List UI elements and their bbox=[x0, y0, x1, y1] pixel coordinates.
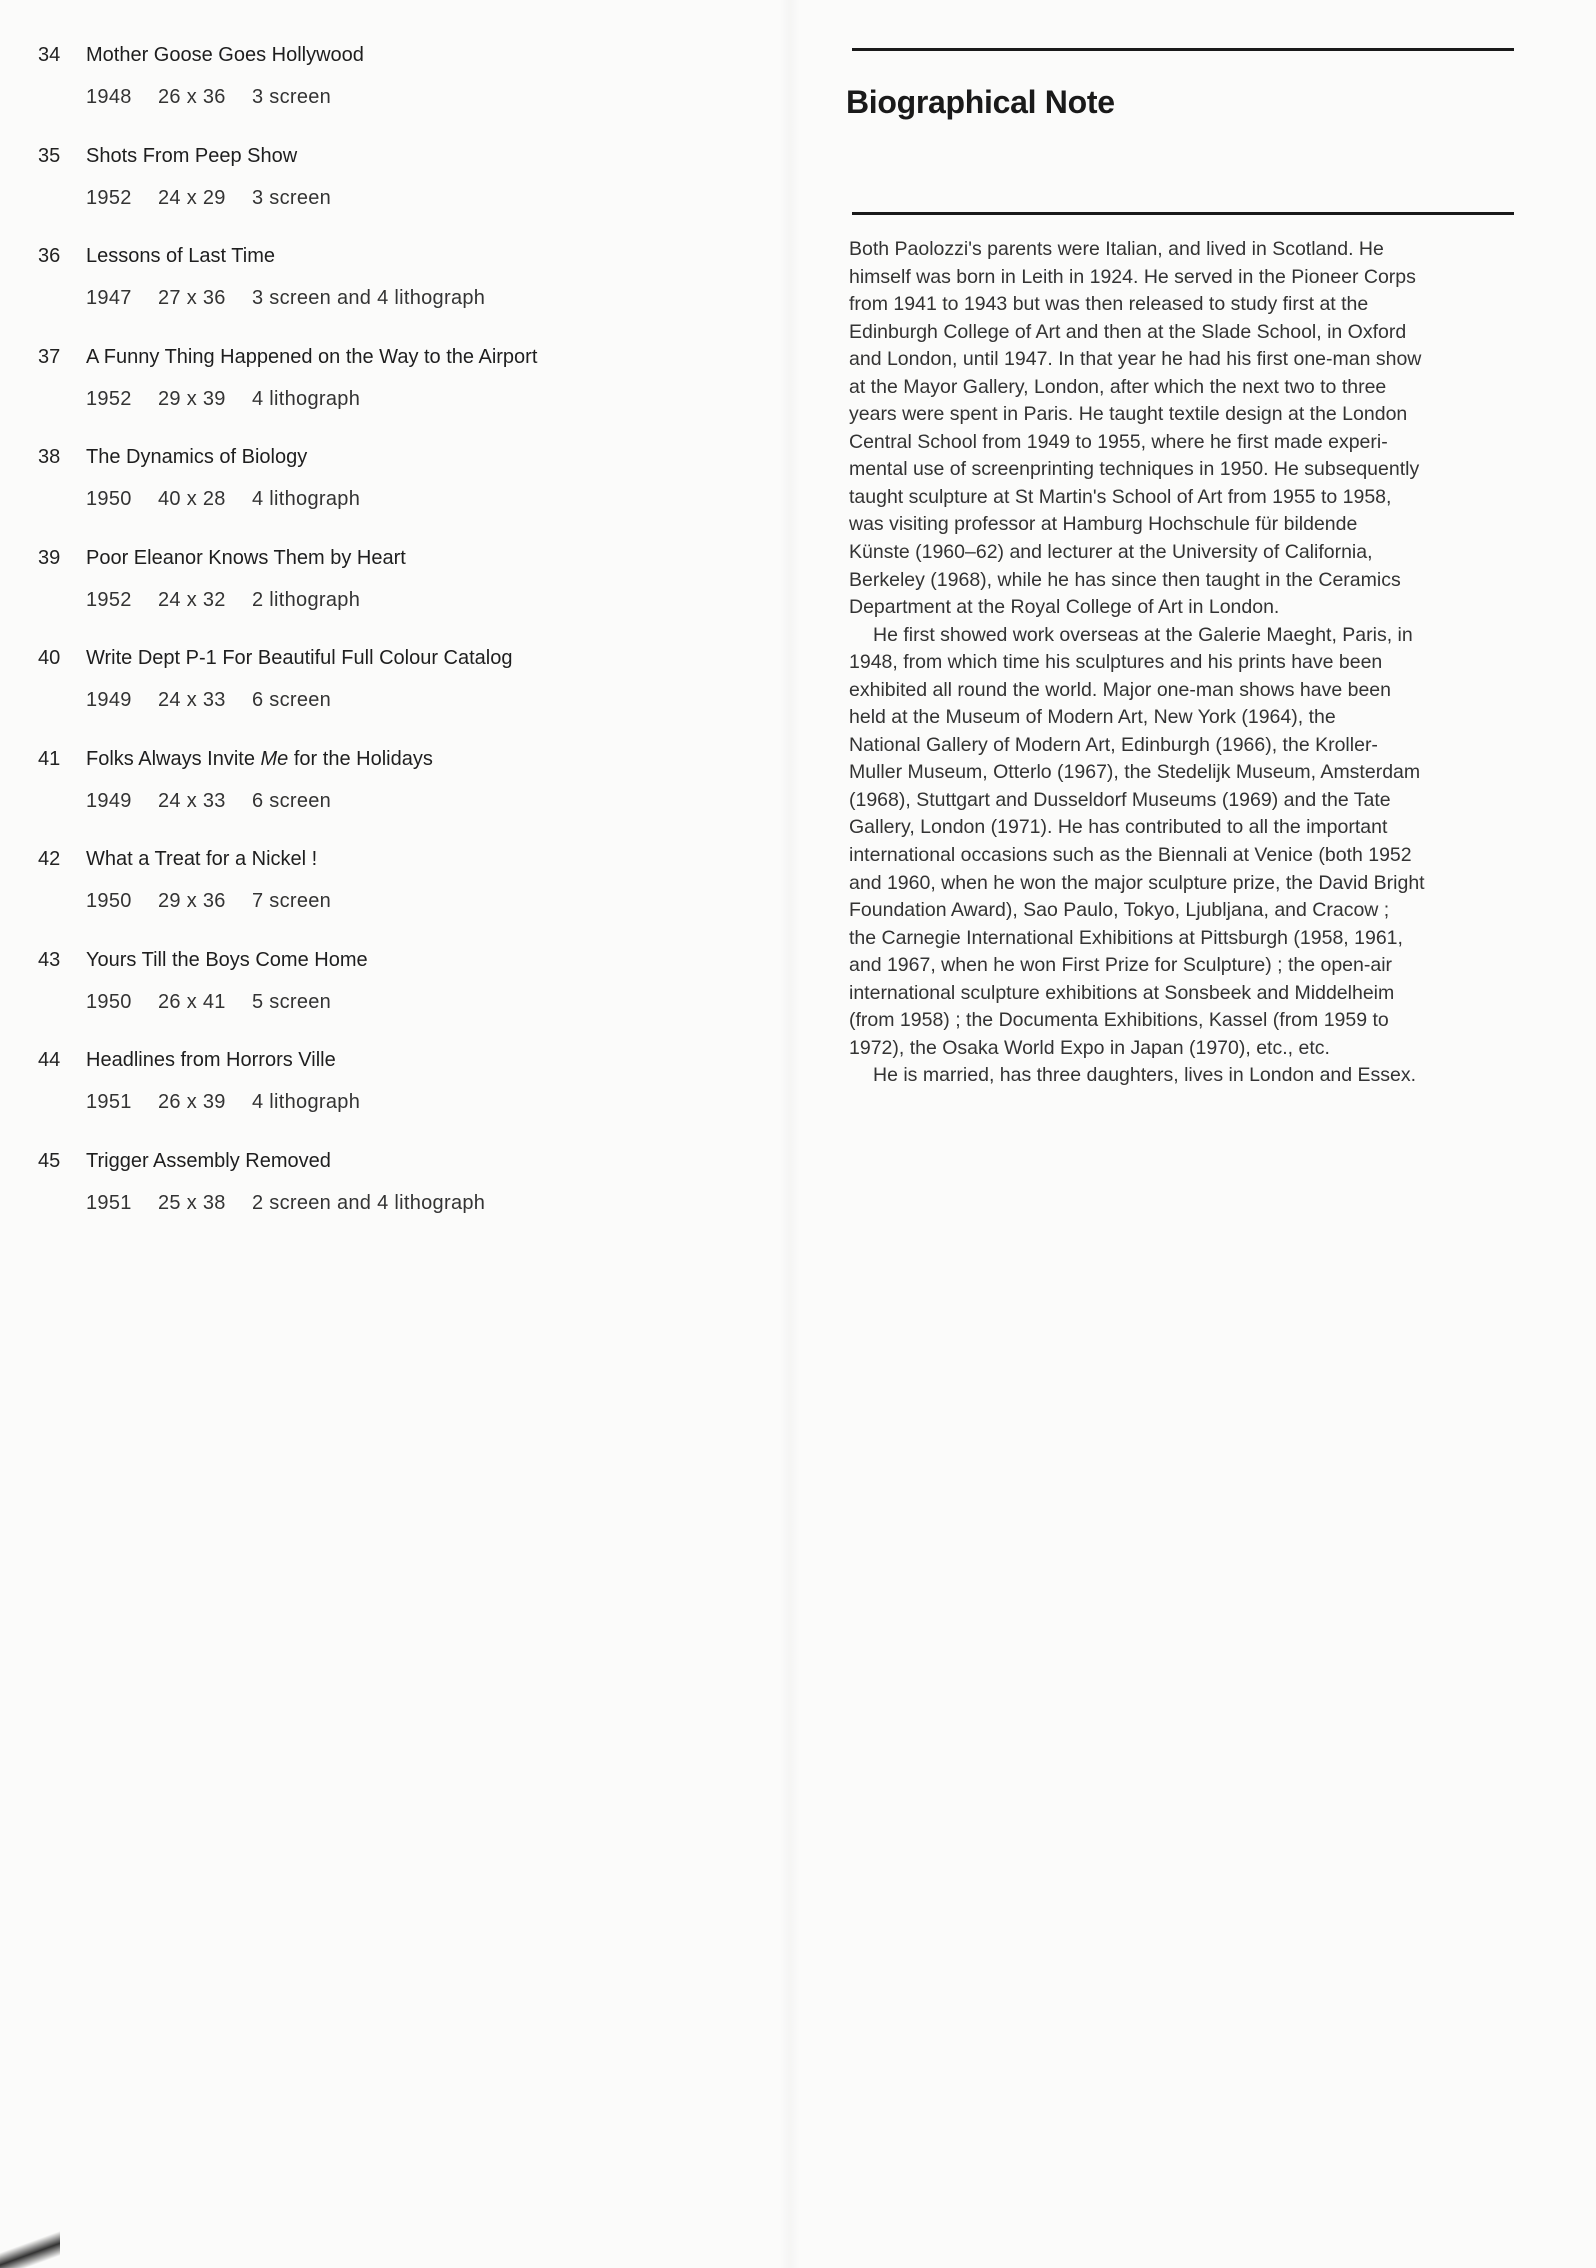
entry-number: 34 bbox=[38, 44, 61, 66]
bio-line: international sculpture exhibitions at Sonsbeek and Middelheim bbox=[849, 981, 1395, 1004]
entry-title: The Dynamics of Biology bbox=[86, 446, 308, 468]
entry-number: 36 bbox=[38, 245, 61, 267]
bio-line: Department at the Royal College of Art in London. bbox=[849, 596, 1280, 619]
entry-details bbox=[86, 388, 360, 411]
entry-year: 1949 bbox=[86, 689, 132, 711]
bio-line: Künste (1960–62) and lecturer at the University of California, bbox=[849, 541, 1373, 564]
entry-year: 1950 bbox=[86, 488, 132, 510]
bio-line: Both Paolozzi's parents were Italian, and lived in Scotland. He bbox=[849, 238, 1384, 260]
entry-size: 26 x 41 bbox=[158, 990, 226, 1013]
bio-line: was visiting professor at Hamburg Hochschule für bildende bbox=[849, 513, 1358, 536]
entry-size: 25 x 38 bbox=[158, 1191, 226, 1214]
entry-title: Write Dept P-1 For Beautiful Full Colour Catalog bbox=[86, 647, 513, 669]
entry-technique: 7 screen bbox=[252, 890, 332, 912]
entry-number: 40 bbox=[38, 647, 61, 669]
bio-line: himself was born in Leith in 1924. He served in the Pioneer Corps bbox=[849, 265, 1416, 288]
catalog-entry bbox=[0, 145, 720, 245]
entry-details bbox=[86, 287, 485, 310]
bio-line: mental use of screenprinting techniques in 1950. He subsequently bbox=[849, 458, 1420, 481]
bio-line: Gallery, London (1971). He has contributed to all the important bbox=[849, 816, 1388, 839]
entry-number: 45 bbox=[38, 1149, 61, 1172]
entry-size: 24 x 33 bbox=[158, 789, 226, 812]
catalog-entry bbox=[0, 346, 720, 446]
entry-technique: 4 lithograph bbox=[252, 1091, 361, 1113]
entry-details bbox=[86, 890, 331, 913]
entry-size: 27 x 36 bbox=[158, 287, 226, 309]
entry-year: 1952 bbox=[86, 387, 132, 410]
bio-line: international occasions such as the Biennali at Venice (both 1952 bbox=[849, 844, 1412, 867]
bio-line: and 1960, when he won the major sculpture prize, the David Bright bbox=[849, 871, 1425, 894]
catalog-entry bbox=[0, 949, 720, 1049]
entry-technique: 4 lithograph bbox=[252, 488, 361, 510]
entry-number: 42 bbox=[38, 848, 61, 870]
entry-number: 38 bbox=[38, 446, 61, 468]
entry-title: What a Treat for a Nickel ! bbox=[86, 848, 318, 870]
entry-year: 1951 bbox=[86, 1091, 132, 1113]
entry-technique: 6 screen bbox=[252, 689, 332, 711]
catalog-entry bbox=[0, 1150, 720, 1250]
entry-size: 40 x 28 bbox=[158, 488, 226, 510]
entry-year: 1952 bbox=[86, 186, 132, 209]
catalog-entry bbox=[0, 647, 720, 747]
entry-title: Lessons of Last Time bbox=[86, 245, 275, 267]
top-rule bbox=[852, 48, 1514, 51]
entry-size: 29 x 36 bbox=[158, 890, 226, 912]
entry-number: 39 bbox=[38, 546, 61, 569]
catalog-entry bbox=[0, 446, 720, 546]
page-fold bbox=[780, 0, 800, 2268]
entry-details bbox=[86, 790, 331, 813]
entry-year: 1950 bbox=[86, 990, 132, 1013]
entry-technique: 2 screen and 4 lithograph bbox=[252, 1191, 486, 1214]
entry-details bbox=[86, 689, 331, 712]
bio-line: exhibited all round the world. Major one-man shows have been bbox=[849, 678, 1391, 701]
bio-line: National Gallery of Modern Art, Edinburgh (1966), the Kroller- bbox=[849, 733, 1378, 756]
entry-title: Headlines from Horrors Ville bbox=[86, 1049, 336, 1071]
entry-size: 26 x 39 bbox=[158, 1091, 226, 1113]
heading-rule bbox=[852, 212, 1514, 215]
entry-year: 1950 bbox=[86, 890, 132, 912]
entry-year: 1947 bbox=[86, 287, 132, 309]
bio-line: Foundation Award), Sao Paulo, Tokyo, Ljubljana, and Cracow ; bbox=[849, 899, 1390, 922]
entry-details bbox=[86, 1091, 360, 1114]
entry-technique: 2 lithograph bbox=[252, 588, 361, 611]
bio-line: (1968), Stuttgart and Dusseldorf Museums (1969) and the Tate bbox=[849, 788, 1391, 811]
catalog-entry bbox=[0, 547, 720, 647]
bio-line: held at the Museum of Modern Art, New York (1964), the bbox=[849, 706, 1336, 729]
entry-details bbox=[86, 187, 331, 210]
entry-title: A Funny Thing Happened on the Way to the Airport bbox=[86, 345, 538, 368]
entry-technique: 6 screen bbox=[252, 789, 332, 812]
entry-title: Poor Eleanor Knows Them by Heart bbox=[86, 546, 406, 569]
bio-line: taught sculpture at St Martin's School of Art from 1955 to 1958, bbox=[849, 485, 1392, 508]
bio-line: Edinburgh College of Art and then at the Slade School, in Oxford bbox=[849, 320, 1407, 343]
entry-number: 37 bbox=[38, 345, 61, 368]
entry-details bbox=[86, 86, 331, 109]
entry-number: 41 bbox=[38, 747, 61, 770]
bio-line: Muller Museum, Otterlo (1967), the Stedelijk Museum, Amsterdam bbox=[849, 761, 1421, 784]
bio-line: He first showed work overseas at the Galerie Maeght, Paris, in bbox=[873, 623, 1413, 646]
section-heading: Biographical Note bbox=[846, 84, 1115, 120]
entry-title: Folks Always Invite Me for the Holidays bbox=[86, 747, 433, 770]
entry-technique: 4 lithograph bbox=[252, 387, 361, 410]
entry-size: 24 x 33 bbox=[158, 689, 226, 711]
catalog-entry bbox=[0, 245, 720, 345]
entry-year: 1949 bbox=[86, 789, 132, 812]
entry-title: Shots From Peep Show bbox=[86, 144, 298, 167]
entry-size: 26 x 36 bbox=[158, 86, 226, 108]
catalog-entry bbox=[0, 44, 720, 144]
bio-line: 1948, from which time his sculptures and his prints have been bbox=[849, 651, 1383, 674]
entry-year: 1951 bbox=[86, 1191, 132, 1214]
bio-line: 1972), the Osaka World Expo in Japan (1970), etc., etc. bbox=[849, 1036, 1330, 1059]
scan-edge-shadow bbox=[0, 2228, 60, 2268]
biographical-note-text bbox=[849, 236, 1529, 1090]
entry-size: 29 x 39 bbox=[158, 387, 226, 410]
entry-technique: 5 screen bbox=[252, 990, 332, 1013]
catalog-entry bbox=[0, 748, 720, 848]
bio-line: at the Mayor Gallery, London, after which the next two to three bbox=[849, 375, 1387, 398]
entry-details bbox=[86, 488, 360, 511]
entry-technique: 3 screen bbox=[252, 86, 332, 108]
bio-line: and London, until 1947. In that year he had his first one-man show bbox=[849, 348, 1422, 371]
entry-size: 24 x 29 bbox=[158, 186, 226, 209]
entry-year: 1948 bbox=[86, 86, 132, 108]
bio-line: (from 1958) ; the Documenta Exhibitions, Kassel (from 1959 to bbox=[849, 1009, 1389, 1032]
entry-technique: 3 screen bbox=[252, 186, 332, 209]
entry-title: Trigger Assembly Removed bbox=[86, 1149, 331, 1172]
entry-technique: 3 screen and 4 lithograph bbox=[252, 287, 486, 309]
entry-size: 24 x 32 bbox=[158, 588, 226, 611]
entry-number: 43 bbox=[38, 948, 61, 971]
bio-line: and 1967, when he won First Prize for Sculpture) ; the open-air bbox=[849, 954, 1393, 977]
entry-number: 44 bbox=[38, 1049, 61, 1071]
entry-details bbox=[86, 991, 331, 1014]
entry-number: 35 bbox=[38, 144, 61, 167]
bio-line: Central School from 1949 to 1955, where he first made experi- bbox=[849, 430, 1388, 453]
entry-title: Mother Goose Goes Hollywood bbox=[86, 44, 364, 66]
catalog-entry bbox=[0, 848, 720, 948]
catalog-entry bbox=[0, 1049, 720, 1149]
bio-line: years were spent in Paris. He taught textile design at the London bbox=[849, 403, 1408, 426]
bio-line: the Carnegie International Exhibitions at Pittsburgh (1958, 1961, bbox=[849, 926, 1403, 949]
bio-line: He is married, has three daughters, lives in London and Essex. bbox=[873, 1064, 1417, 1087]
bio-line: Berkeley (1968), while he has since then taught in the Ceramics bbox=[849, 568, 1401, 591]
entry-title: Yours Till the Boys Come Home bbox=[86, 948, 368, 971]
entry-details bbox=[86, 589, 360, 612]
bio-line: from 1941 to 1943 but was then released to study first at the bbox=[849, 293, 1369, 316]
entry-details bbox=[86, 1192, 485, 1215]
entry-year: 1952 bbox=[86, 588, 132, 611]
